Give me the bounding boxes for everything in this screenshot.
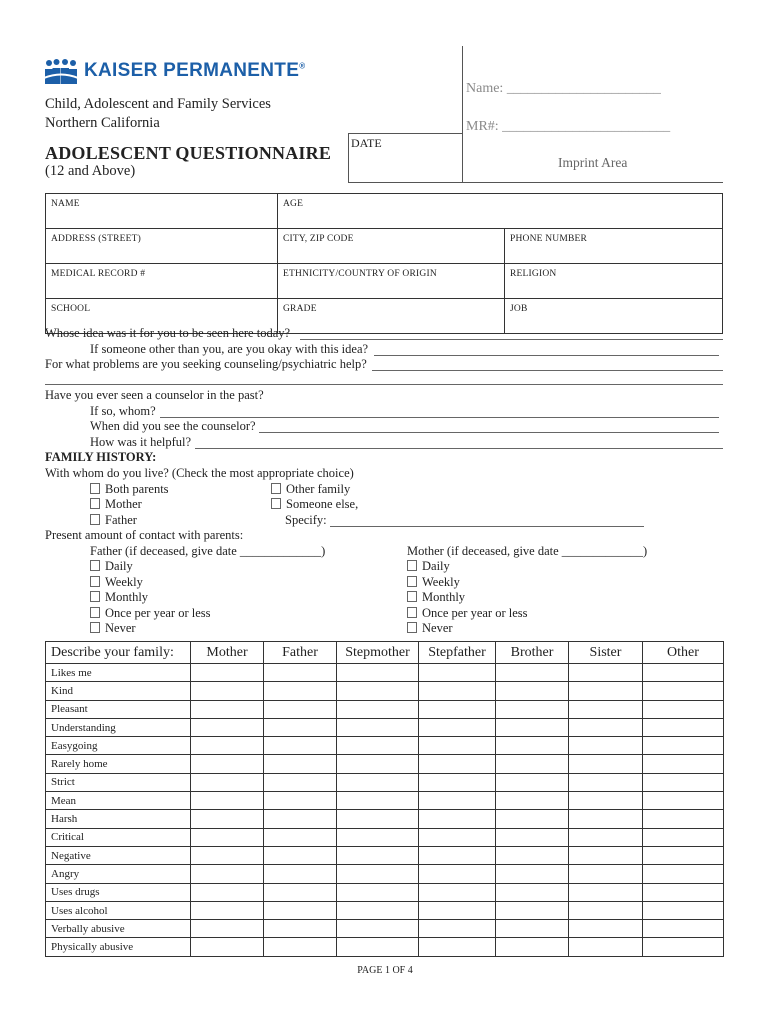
trait-cell[interactable] <box>496 810 569 828</box>
trait-cell[interactable] <box>643 792 724 810</box>
trait-cell[interactable] <box>191 737 264 755</box>
trait-cell[interactable] <box>569 792 643 810</box>
trait-cell[interactable] <box>643 682 724 700</box>
trait-label: Uses alcohol <box>46 901 191 919</box>
table-row <box>46 718 724 736</box>
trait-cell[interactable] <box>264 682 337 700</box>
mother-weekly-checkbox[interactable]: Weekly <box>407 575 460 590</box>
trait-cell[interactable] <box>337 920 419 938</box>
trait-cell[interactable] <box>496 718 569 736</box>
trait-cell[interactable] <box>191 828 264 846</box>
age-field[interactable]: AGE <box>278 194 723 229</box>
trait-cell[interactable] <box>264 773 337 791</box>
trait-cell[interactable] <box>569 682 643 700</box>
trait-cell[interactable] <box>643 773 724 791</box>
trait-cell[interactable] <box>419 718 496 736</box>
address-field[interactable]: ADDRESS (STREET) <box>46 229 278 264</box>
mother-daily-checkbox[interactable]: Daily <box>407 559 450 574</box>
trait-cell[interactable] <box>419 846 496 864</box>
trait-cell[interactable] <box>569 920 643 938</box>
header-stepfather: Stepfather <box>419 642 496 664</box>
trait-cell[interactable] <box>569 664 643 682</box>
trait-cell[interactable] <box>569 846 643 864</box>
medical-record-field[interactable]: MEDICAL RECORD # <box>46 264 278 299</box>
trait-cell[interactable] <box>419 700 496 718</box>
mother-yearly-checkbox[interactable]: Once per year or less <box>407 606 528 621</box>
table-row <box>46 846 724 864</box>
trait-cell[interactable] <box>496 682 569 700</box>
checkbox-icon <box>90 591 100 602</box>
trait-cell[interactable] <box>569 810 643 828</box>
mother-monthly-checkbox[interactable]: Monthly <box>407 590 465 605</box>
checkbox-icon <box>407 622 417 633</box>
trait-cell[interactable] <box>496 883 569 901</box>
trait-label: Harsh <box>46 810 191 828</box>
question-whose-idea: Whose idea was it for you to be seen here today? <box>45 326 291 340</box>
trait-cell[interactable] <box>191 664 264 682</box>
trait-cell[interactable] <box>643 846 724 864</box>
trait-cell[interactable] <box>264 700 337 718</box>
trait-cell[interactable] <box>643 664 724 682</box>
question-helpful: How was it helpful? <box>90 435 192 449</box>
name-field[interactable]: NAME <box>46 194 278 229</box>
trait-cell[interactable] <box>264 737 337 755</box>
checkbox-icon <box>271 483 281 494</box>
question-whom: If so, whom? <box>90 404 156 418</box>
trait-cell[interactable] <box>643 718 724 736</box>
checkbox-other-family[interactable]: Other family <box>271 482 350 497</box>
imprint-area-label: Imprint Area <box>558 155 628 170</box>
father-weekly-checkbox[interactable]: Weekly <box>90 575 143 590</box>
trait-cell[interactable] <box>337 883 419 901</box>
trait-cell[interactable] <box>419 828 496 846</box>
header-describe: Describe your family: <box>46 642 191 664</box>
trait-cell[interactable] <box>264 846 337 864</box>
trait-label: Physically abusive <box>46 938 191 956</box>
trait-cell[interactable] <box>264 920 337 938</box>
trait-cell[interactable] <box>337 810 419 828</box>
trait-cell[interactable] <box>191 810 264 828</box>
phone-field[interactable]: PHONE NUMBER <box>505 229 723 264</box>
trait-cell[interactable] <box>337 718 419 736</box>
trait-cell[interactable] <box>643 810 724 828</box>
page-number: PAGE 1 OF 4 <box>357 965 413 976</box>
trait-cell[interactable] <box>419 865 496 883</box>
checkbox-icon <box>407 576 417 587</box>
answer-whom[interactable] <box>160 417 719 418</box>
trait-cell[interactable] <box>643 865 724 883</box>
job-field[interactable]: JOB <box>505 299 723 334</box>
checkbox-icon <box>90 498 100 509</box>
trait-label: Understanding <box>46 718 191 736</box>
trait-cell[interactable] <box>264 865 337 883</box>
date-box-left-border <box>348 133 349 182</box>
checkbox-father[interactable]: Father <box>90 513 137 528</box>
trait-cell[interactable] <box>191 700 264 718</box>
header-other: Other <box>643 642 724 664</box>
checkbox-icon <box>407 607 417 618</box>
question-live-with: With whom do you live? (Check the most appropriate choice) <box>45 466 354 480</box>
ethnicity-field[interactable]: ETHNICITY/COUNTRY OF ORIGIN <box>278 264 505 299</box>
imprint-mr-field[interactable]: MR#: ________________________ <box>466 119 671 134</box>
trait-cell[interactable] <box>496 828 569 846</box>
header-father: Father <box>264 642 337 664</box>
trait-cell[interactable] <box>569 938 643 956</box>
question-when: When did you see the counselor? <box>90 419 256 433</box>
trait-cell[interactable] <box>643 700 724 718</box>
trait-label: Rarely home <box>46 755 191 773</box>
trait-label: Likes me <box>46 664 191 682</box>
trait-cell[interactable] <box>191 755 264 773</box>
trait-cell[interactable] <box>337 938 419 956</box>
page-title: ADOLESCENT QUESTIONNAIRE <box>45 143 332 163</box>
trait-cell[interactable] <box>496 938 569 956</box>
trait-cell[interactable] <box>496 920 569 938</box>
trait-cell[interactable] <box>569 755 643 773</box>
trait-cell[interactable] <box>191 901 264 919</box>
trait-label: Verbally abusive <box>46 920 191 938</box>
question-problems: For what problems are you seeking counseling/psychiatric help? <box>45 357 367 371</box>
trait-cell[interactable] <box>264 792 337 810</box>
checkbox-icon <box>90 483 100 494</box>
trait-cell[interactable] <box>337 737 419 755</box>
table-row <box>46 700 724 718</box>
specify-label: Specify: <box>285 513 327 527</box>
trait-cell[interactable] <box>337 664 419 682</box>
checkbox-icon <box>90 576 100 587</box>
trait-cell[interactable] <box>496 901 569 919</box>
specify-input[interactable] <box>330 526 644 527</box>
checkbox-icon <box>90 622 100 633</box>
mother-contact-heading: Mother (if deceased, give date _____________) <box>407 544 648 558</box>
trait-cell[interactable] <box>569 883 643 901</box>
trait-cell[interactable] <box>496 664 569 682</box>
trait-cell[interactable] <box>643 828 724 846</box>
checkbox-both-parents[interactable]: Both parents <box>90 482 169 497</box>
trait-cell[interactable] <box>337 792 419 810</box>
answer-problems-line-2[interactable] <box>45 384 723 385</box>
table-row <box>46 938 724 956</box>
city-zip-field[interactable]: CITY, ZIP CODE <box>278 229 505 264</box>
trait-cell[interactable] <box>191 920 264 938</box>
trait-cell[interactable] <box>569 700 643 718</box>
trait-label: Easygoing <box>46 737 191 755</box>
kaiser-logo <box>44 58 305 84</box>
trait-cell[interactable] <box>643 755 724 773</box>
trait-cell[interactable] <box>569 718 643 736</box>
trait-cell[interactable] <box>496 865 569 883</box>
checkbox-someone-else[interactable]: Someone else, <box>271 497 358 512</box>
page-subtitle: (12 and Above) <box>45 163 136 179</box>
father-yearly-checkbox[interactable]: Once per year or less <box>90 606 211 621</box>
father-never-checkbox[interactable]: Never <box>90 621 136 636</box>
school-field[interactable]: SCHOOL <box>46 299 278 334</box>
header-stepmother: Stepmother <box>337 642 419 664</box>
trait-label: Uses drugs <box>46 883 191 901</box>
date-box-top-border <box>348 133 462 134</box>
patient-info-table <box>45 193 723 334</box>
trait-label: Kind <box>46 682 191 700</box>
trait-cell[interactable] <box>191 718 264 736</box>
table-row <box>46 682 724 700</box>
checkbox-mother[interactable]: Mother <box>90 497 142 512</box>
father-monthly-checkbox[interactable]: Monthly <box>90 590 148 605</box>
table-row <box>46 883 724 901</box>
header-sister: Sister <box>569 642 643 664</box>
trait-cell[interactable] <box>569 737 643 755</box>
trait-cell[interactable] <box>264 810 337 828</box>
trait-label: Critical <box>46 828 191 846</box>
mother-never-checkbox[interactable]: Never <box>407 621 453 636</box>
answer-when[interactable] <box>259 432 719 433</box>
table-row <box>46 810 724 828</box>
header-brother: Brother <box>496 642 569 664</box>
header-mother: Mother <box>191 642 264 664</box>
checkbox-icon <box>90 514 100 525</box>
trait-cell[interactable] <box>264 938 337 956</box>
trait-cell[interactable] <box>643 883 724 901</box>
table-row <box>46 920 724 938</box>
trait-cell[interactable] <box>569 901 643 919</box>
trait-cell[interactable] <box>419 682 496 700</box>
trait-cell[interactable] <box>337 755 419 773</box>
trait-cell[interactable] <box>569 773 643 791</box>
religion-field[interactable]: RELIGION <box>505 264 723 299</box>
trait-cell[interactable] <box>337 700 419 718</box>
trait-label: Negative <box>46 846 191 864</box>
checkbox-icon <box>407 591 417 602</box>
trait-cell[interactable] <box>191 865 264 883</box>
trait-cell[interactable] <box>191 773 264 791</box>
table-row <box>46 773 724 791</box>
kaiser-logo-icon <box>44 58 78 84</box>
trait-cell[interactable] <box>419 773 496 791</box>
checkbox-icon <box>271 498 281 509</box>
trait-label: Angry <box>46 865 191 883</box>
trait-cell[interactable] <box>337 828 419 846</box>
checkbox-icon <box>90 607 100 618</box>
date-label: DATE <box>351 136 382 150</box>
trait-cell[interactable] <box>419 737 496 755</box>
table-row <box>46 792 724 810</box>
answer-problems[interactable] <box>372 370 723 371</box>
trait-cell[interactable] <box>419 664 496 682</box>
trait-cell[interactable] <box>264 664 337 682</box>
table-row <box>46 865 724 883</box>
trait-cell[interactable] <box>264 755 337 773</box>
trait-cell[interactable] <box>191 846 264 864</box>
trait-cell[interactable] <box>496 773 569 791</box>
trait-cell[interactable] <box>264 828 337 846</box>
trait-cell[interactable] <box>337 865 419 883</box>
question-contact: Present amount of contact with parents: <box>45 528 244 542</box>
table-row <box>46 828 724 846</box>
answer-whose-idea[interactable] <box>300 339 723 340</box>
trait-cell[interactable] <box>419 938 496 956</box>
question-seen-counselor: Have you ever seen a counselor in the past? <box>45 388 264 402</box>
trait-cell[interactable] <box>569 865 643 883</box>
describe-family-table <box>45 641 724 957</box>
trait-cell[interactable] <box>419 810 496 828</box>
trait-cell[interactable] <box>191 792 264 810</box>
trait-cell[interactable] <box>419 792 496 810</box>
imprint-name-field[interactable]: Name: ______________________ <box>466 81 661 96</box>
trait-cell[interactable] <box>496 700 569 718</box>
father-daily-checkbox[interactable]: Daily <box>90 559 133 574</box>
trait-cell[interactable] <box>643 901 724 919</box>
trait-cell[interactable] <box>337 773 419 791</box>
trait-cell[interactable] <box>496 846 569 864</box>
grade-field[interactable]: GRADE <box>278 299 505 334</box>
trait-cell[interactable] <box>496 737 569 755</box>
table-row <box>46 901 724 919</box>
trait-cell[interactable] <box>643 920 724 938</box>
trait-cell[interactable] <box>419 920 496 938</box>
trait-cell[interactable] <box>419 901 496 919</box>
family-history-heading: FAMILY HISTORY: <box>45 450 157 464</box>
table-row <box>46 737 724 755</box>
trait-cell[interactable] <box>496 755 569 773</box>
father-contact-heading: Father (if deceased, give date _____________) <box>90 544 326 558</box>
trait-cell[interactable] <box>191 682 264 700</box>
trait-cell[interactable] <box>643 737 724 755</box>
trait-cell[interactable] <box>264 883 337 901</box>
trait-cell[interactable] <box>337 901 419 919</box>
table-row <box>46 755 724 773</box>
table-row <box>46 664 724 682</box>
trait-label: Strict <box>46 773 191 791</box>
logo-wordmark: KAISER PERMANENTE® <box>84 60 306 81</box>
department-line-1: Child, Adolescent and Family Services <box>45 96 271 112</box>
trait-cell[interactable] <box>191 938 264 956</box>
header-bottom-rule <box>348 182 723 183</box>
answer-helpful[interactable] <box>195 448 723 449</box>
trait-cell[interactable] <box>419 755 496 773</box>
trait-cell[interactable] <box>264 718 337 736</box>
trait-cell[interactable] <box>569 828 643 846</box>
checkbox-icon <box>407 560 417 571</box>
trait-cell[interactable] <box>496 792 569 810</box>
trait-cell[interactable] <box>191 883 264 901</box>
checkbox-icon <box>90 560 100 571</box>
imprint-divider <box>462 46 463 182</box>
answer-okay-idea[interactable] <box>374 355 719 356</box>
trait-cell[interactable] <box>643 938 724 956</box>
question-okay-idea: If someone other than you, are you okay with this idea? <box>90 342 369 356</box>
trait-label: Mean <box>46 792 191 810</box>
trait-cell[interactable] <box>264 901 337 919</box>
department-line-2: Northern California <box>45 115 160 131</box>
trait-cell[interactable] <box>337 846 419 864</box>
trait-label: Pleasant <box>46 700 191 718</box>
trait-cell[interactable] <box>419 883 496 901</box>
trait-cell[interactable] <box>337 682 419 700</box>
